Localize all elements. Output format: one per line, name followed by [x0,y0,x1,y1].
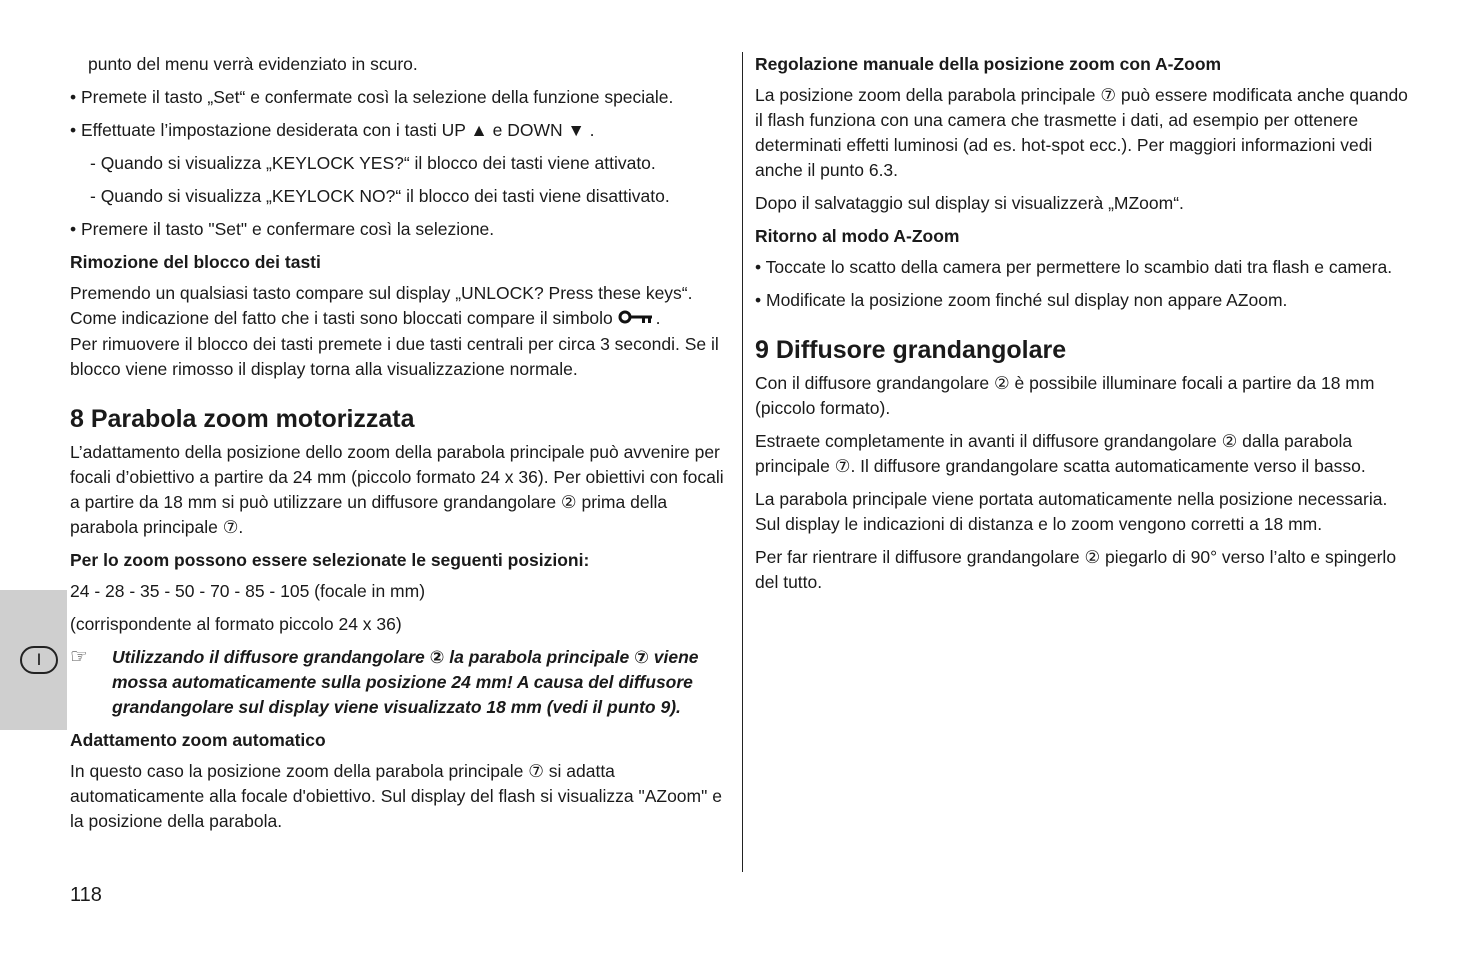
paragraph [70,281,730,332]
paragraph: In questo caso la posizione zoom della parabola principale ⑦ si adatta automaticamente alla focale d'obiettivo. Sul display del flash si visualizza "AZoom" e la posizione della parabola. [70,760,722,831]
paragraph: Per rimuovere il blocco dei tasti premete i due tasti centrali per circa 3 secondi. Se il blocco viene rimosso il display torna alla visualizzazione normale. [70,333,719,379]
paragraph: L’adattamento della posizione dello zoom della parabola principale può avvenire per focali d’obiettivo a partire da 24 mm (piccolo formato 24 x 36). Per obiettivi con focali a partire da 18 mm si può utilizzare un diffusore grandangolare ② prima della parabola principale ⑦. [70,441,724,537]
paragraph-text: Premendo un qualsiasi tasto compare sul display „UNLOCK? Press these keys“. Come indicazione del fatto che i tasti sono bloccati compare il simbolo [70,283,693,328]
dash-item: - Quando si visualizza „KEYLOCK NO?“ il blocco dei tasti viene disattivato. [90,186,670,206]
right-column [755,52,1415,603]
paragraph: Con il diffusore grandangolare ② è possibile illuminare focali a partire da 18 mm (piccolo formato). [755,373,1375,418]
section-heading-8: 8 Parabola zoom motorizzata [70,404,415,433]
paragraph-text: . [655,308,661,328]
dash-item: - Quando si visualizza „KEYLOCK YES?“ il blocco dei tasti viene attivato. [90,153,656,173]
language-badge: I [20,646,58,674]
pointing-hand-icon: ☞ [70,645,88,668]
column-divider [742,52,743,872]
subheading-positions: Per lo zoom possono essere selezionate le seguenti posizioni: [70,549,590,570]
paragraph: Estraete completamente in avanti il diffusore grandangolare ② dalla parabola principale ⑦. Il diffusore grandangolare scatta automaticamente verso il basso. [755,431,1366,476]
note-block [70,645,730,720]
section-heading-9: 9 Diffusore grandangolare [755,336,1067,364]
paragraph: La posizione zoom della parabola principale ⑦ può essere modificata anche quando il flash funziona con una camera che trasmette i dati, ad esempio per ottenere determinati effetti luminosi (ad es. hot-spot ecc.). Per maggiori informazioni vedi anche il punto 6.3. [755,85,1408,180]
key-lock-icon [618,307,656,332]
bullet-item: • Premere il tasto "Set" e confermare così la selezione. [70,219,495,239]
subheading-manual-zoom: Regolazione manuale della posizione zoom con A-Zoom [755,54,1222,74]
page-number: 118 [70,884,102,906]
paragraph: 24 - 28 - 35 - 50 - 70 - 85 - 105 (focale in mm) [70,580,426,601]
paragraph: punto del menu verrà evidenziato in scuro. [88,54,418,74]
subheading-auto-zoom: Adattamento zoom automatico [70,729,326,750]
subheading-keylock-removal: Rimozione del blocco dei tasti [70,252,321,272]
paragraph: Dopo il salvataggio sul display si visualizzerà „MZoom“. [755,193,1184,213]
paragraph: Per far rientrare il diffusore grandangolare ② piegarlo di 90° verso l’alto e spingerlo del tutto. [755,547,1397,592]
paragraph: La parabola principale viene portata automaticamente nella posizione necessaria. Sul display le indicazioni di distanza e lo zoom vengono corretti a 18 mm. [755,489,1388,534]
bullet-item: • Toccate lo scatto della camera per permettere lo scambio dati tra flash e camera. [755,257,1393,277]
bullet-item: • Premete il tasto „Set“ e confermate così la selezione della funzione speciale. [70,87,674,107]
left-column [70,52,730,842]
note-text: Utilizzando il diffusore grandangolare ② la parabola principale ⑦ viene mossa automaticamente sulla posizione 24 mm! A causa del diffusore grandangolare sul display viene visualizzato 18 mm (vedi il punto 9). [112,646,699,717]
subheading-return-azoom: Ritorno al modo A-Zoom [755,226,960,246]
bullet-item: • Effettuate l’impostazione desiderata con i tasti UP ▲ e DOWN ▼ . [70,120,595,140]
bullet-item: • Modificate la posizione zoom finché sul display non appare AZoom. [755,290,1288,310]
paragraph: (corrispondente al formato piccolo 24 x 36) [70,613,402,634]
